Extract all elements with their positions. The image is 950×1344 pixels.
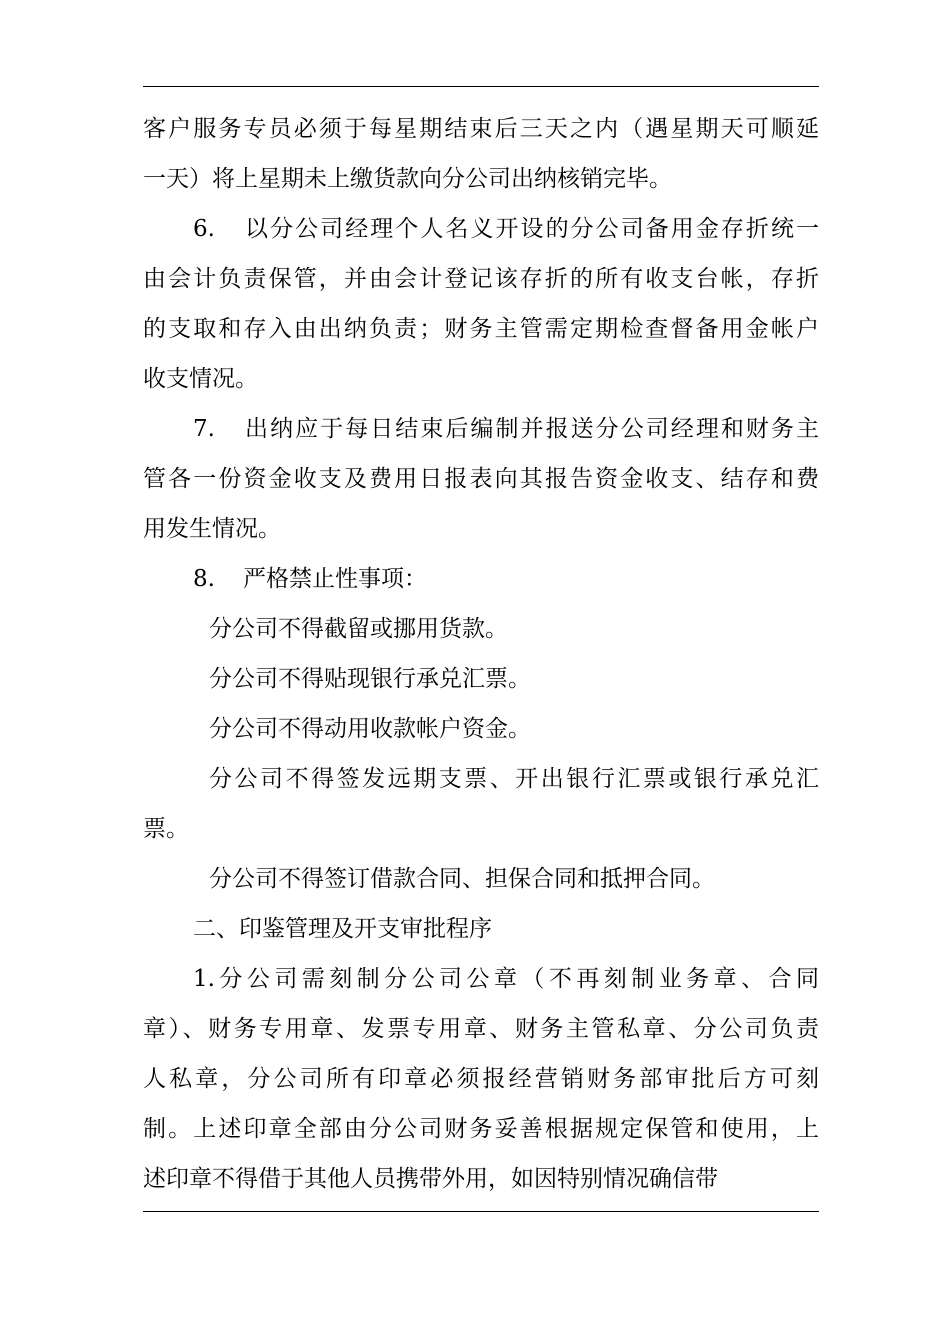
paragraph-line: 管各一份资金收支及费用日报表向其报告资金收支、结存和费 — [143, 466, 819, 492]
item-number: 7. — [193, 416, 215, 442]
header-rule — [143, 86, 819, 87]
prohibited-item: 分公司不得动用收款帐户资金。 — [209, 716, 531, 742]
paragraph-line: 由会计负责保管，并由会计登记该存折的所有收支台帐，存折 — [143, 266, 819, 292]
numbered-item-7 — [143, 404, 819, 454]
paragraph-line: 一天）将上星期未上缴货款向分公司出纳核销完毕。 — [143, 166, 672, 192]
prohibited-item: 分公司不得截留或挪用货款。 — [209, 616, 508, 642]
prohibited-item: 分公司不得贴现银行承兑汇票。 — [209, 666, 531, 692]
paragraph-line: 用发生情况。 — [143, 516, 281, 542]
paragraph-line: 述印章不得借于其他人员携带外用，如因特别情况确信带 — [143, 1166, 718, 1192]
numbered-item-8 — [143, 554, 819, 604]
document-body — [143, 104, 819, 1204]
paragraph-line: 章）、财务专用章、发票专用章、财务主管私章、分公司负责 — [143, 1016, 819, 1042]
footer-rule — [143, 1211, 819, 1212]
paragraph-line: 客户服务专员必须于每星期结束后三天之内（遇星期天可顺延 — [143, 116, 819, 142]
item-number: 6. — [193, 216, 215, 242]
paragraph-line: 人私章，分公司所有印章必须报经营销财务部审批后方可刻 — [143, 1066, 819, 1092]
paragraph-line: 的支取和存入由出纳负责；财务主管需定期检查督备用金帐户 — [143, 316, 819, 342]
paragraph-line: 票。 — [143, 816, 189, 842]
paragraph-line: 1.分公司需刻制分公司公章（不再刻制业务章、合同 — [193, 966, 819, 992]
item-number: 8. — [193, 566, 215, 592]
prohibited-item: 分公司不得签发远期支票、开出银行汇票或银行承兑汇 — [209, 766, 819, 792]
paragraph-line: 出纳应于每日结束后编制并报送分公司经理和财务主 — [243, 416, 819, 442]
numbered-item-6 — [143, 204, 819, 254]
section-heading: 二、印鉴管理及开支审批程序 — [193, 916, 492, 942]
paragraph-line: 收支情况。 — [143, 366, 258, 392]
paragraph-line: 制。上述印章全部由分公司财务妥善根据规定保管和使用，上 — [143, 1116, 819, 1142]
paragraph-line: 以分公司经理个人名义开设的分公司备用金存折统一 — [243, 216, 819, 242]
paragraph-line: 严格禁止性事项： — [243, 566, 427, 592]
prohibited-item: 分公司不得签订借款合同、担保合同和抵押合同。 — [209, 866, 715, 892]
